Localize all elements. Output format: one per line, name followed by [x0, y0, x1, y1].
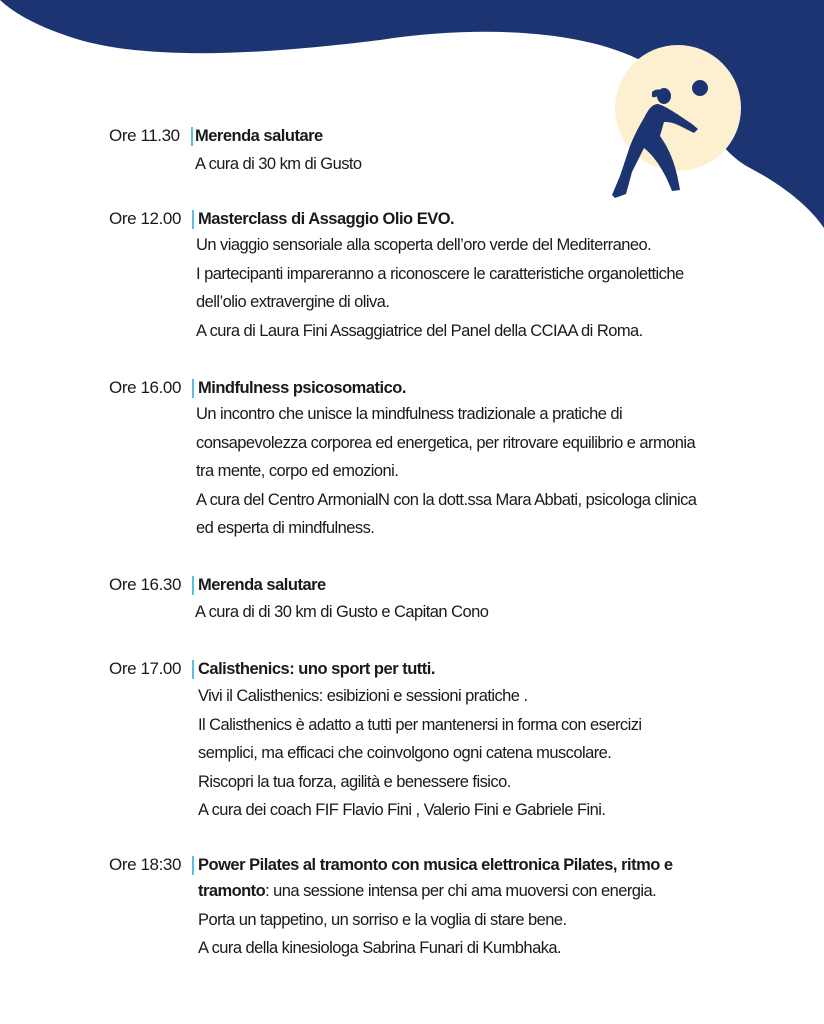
description-line: I partecipanti impareranno a riconoscere le caratteristiche organolettiche — [196, 264, 684, 283]
separator-bar — [192, 856, 194, 875]
event-time: Ore 17.00 — [109, 659, 182, 678]
event-description — [198, 877, 656, 963]
event-description — [196, 231, 684, 345]
line-rest: : una sessione intensa per chi ama muoversi con energia. — [265, 882, 657, 900]
description-line: consapevolezza corporea ed energetica, per ritrovare equilibrio e armonia — [196, 433, 696, 452]
description-line: semplici, ma efficaci che coinvolgono ogni catena muscolare. — [198, 744, 612, 762]
time-row — [109, 124, 193, 148]
description-line: A cura dei coach FIF Flavio Fini , Valerio Fini e Gabriele Fini. — [198, 801, 606, 819]
description-line: Il Calisthenics è adatto a tutti per mantenersi in forma con esercizi — [198, 715, 642, 734]
event-description — [195, 150, 362, 179]
description-line: dell’olio extravergine di oliva. — [196, 293, 390, 311]
separator-bar — [192, 660, 194, 679]
description-line: A cura di 30 km di Gusto — [195, 155, 362, 173]
event-time: Ore 18:30 — [109, 855, 182, 874]
time-row — [109, 853, 194, 877]
description-line: Porta un tappetino, un sorriso e la voglia di stare bene. — [198, 910, 567, 929]
event-description — [198, 682, 642, 825]
event-description — [195, 598, 488, 627]
event-title: Merenda salutare — [198, 576, 326, 594]
time-row — [109, 657, 194, 681]
bold-word: tramonto — [198, 882, 266, 900]
event-title: Calisthenics: uno sport per tutti. — [198, 660, 435, 678]
event-title: Masterclass di Assaggio Olio EVO. — [198, 210, 455, 228]
description-line: Riscopri la tua forza, agilità e benessere fisico. — [198, 772, 511, 791]
separator-bar — [192, 576, 194, 595]
description-line: A cura del Centro ArmonialN con la dott.ssa Mara Abbati, psicologa clinica — [196, 490, 697, 509]
description-line: tra mente, corpo ed emozioni. — [196, 462, 399, 480]
description-line: A cura della kinesiologa Sabrina Funari di Kumbhaka. — [198, 939, 562, 957]
description-line: Un incontro che unisce la mindfulness tradizionale a pratiche di — [196, 405, 623, 423]
event-description — [196, 400, 696, 543]
separator-bar — [192, 210, 194, 229]
event-title: Mindfulness psicosomatico. — [198, 379, 406, 397]
description-line: ed esperta di mindfulness. — [196, 519, 375, 537]
description-line: Un viaggio sensoriale alla scoperta dell’oro verde del Mediterraneo. — [196, 236, 652, 254]
description-line: A cura di di 30 km di Gusto e Capitan Cono — [195, 603, 489, 621]
separator-bar — [191, 127, 193, 146]
event-title: Power Pilates al tramonto con musica elettronica Pilates, ritmo e — [198, 856, 673, 874]
event-time: Ore 11.30 — [109, 126, 180, 145]
event-time: Ore 12.00 — [109, 209, 182, 228]
time-row — [109, 207, 194, 231]
event-time: Ore 16.30 — [109, 575, 182, 594]
separator-bar — [192, 379, 194, 398]
event-time: Ore 16.00 — [109, 378, 182, 397]
time-row — [109, 573, 194, 597]
time-row — [109, 376, 194, 400]
description-line — [198, 877, 656, 906]
description-line: A cura di Laura Fini Assaggiatrice del Panel della CCIAA di Roma. — [196, 321, 643, 340]
description-line: Vivi il Calisthenics: esibizioni e sessioni pratiche . — [198, 687, 528, 705]
event-title: Merenda salutare — [195, 127, 323, 145]
